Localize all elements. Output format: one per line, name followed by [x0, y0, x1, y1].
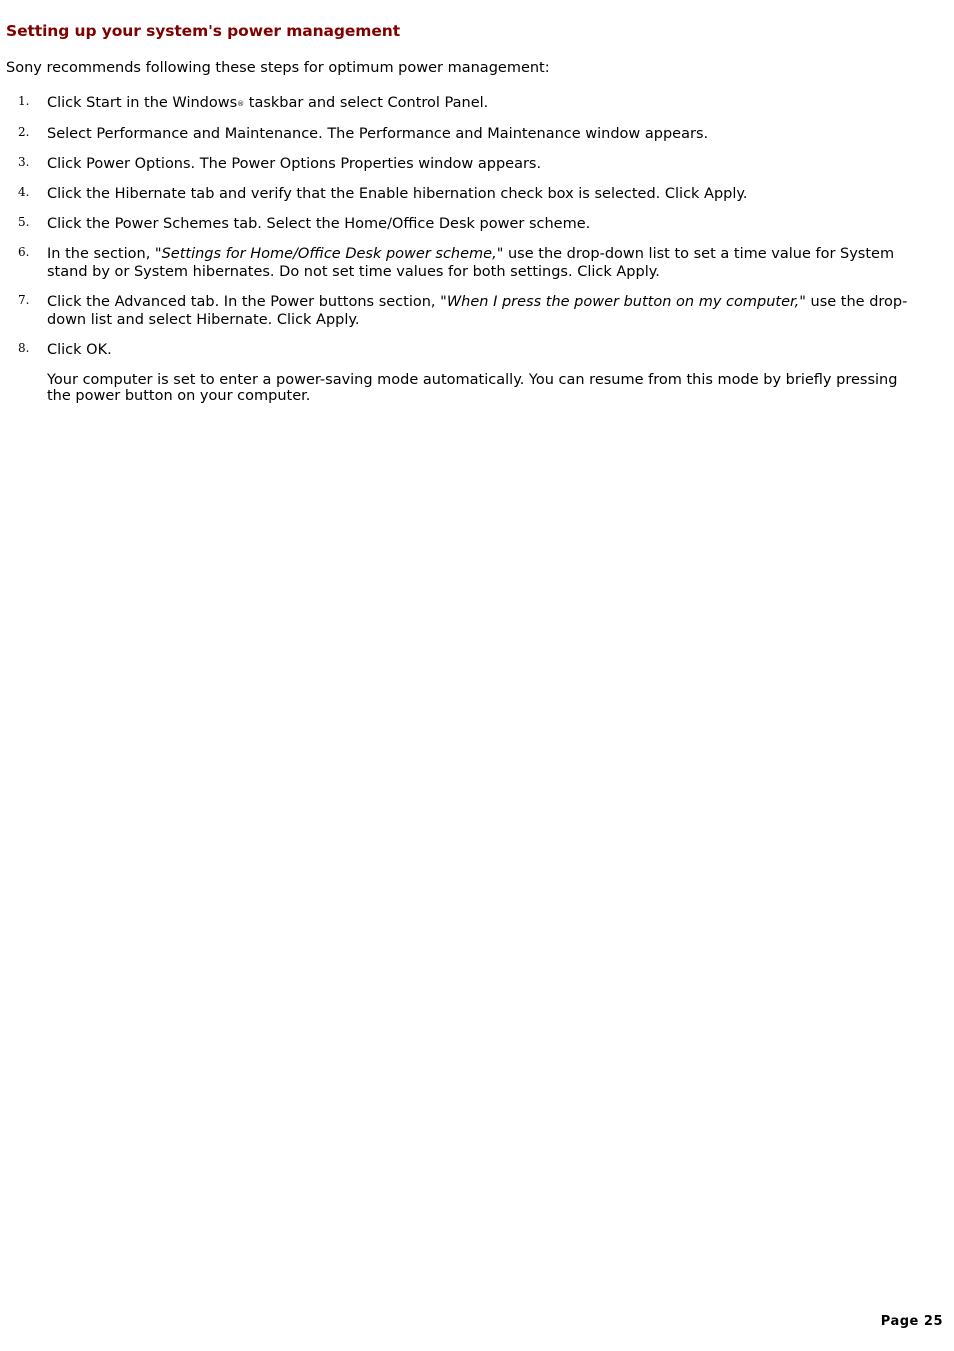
step-text: Click OK. — [47, 342, 112, 358]
registered-mark: ® — [237, 100, 245, 108]
result-note: Your computer is set to enter a power-saving mode automatically. You can resume from this mode by briefly pressing the power button on your computer. — [47, 372, 898, 404]
step-7 — [0, 293, 920, 329]
step-6 — [0, 245, 920, 281]
step-number: 6. — [18, 245, 30, 259]
step-text: Click Power Options. The Power Options Properties window appears. — [47, 156, 542, 172]
step-text: Click the Hibernate tab and verify that the Enable hibernation check box is selected. Click Apply. — [47, 186, 748, 202]
step-number: 1. — [18, 94, 30, 108]
step-emphasis: Settings for Home/Office Desk power scheme, — [161, 246, 497, 262]
step-2 — [0, 125, 920, 143]
step-emphasis: When I press the power button on my computer, — [446, 294, 800, 310]
step-number: 8. — [18, 341, 30, 355]
step-text: In the section, " — [47, 246, 162, 262]
step-number: 5. — [18, 215, 30, 229]
step-text: " use the drop-down list to set a time value for System stand by or System hibernates. Do not set time values for both settings. Click Apply. — [47, 246, 895, 280]
step-text: taskbar and select Control Panel. — [244, 95, 489, 111]
intro-text: Sony recommends following these steps for optimum power management: — [6, 60, 550, 76]
step-number: 4. — [18, 185, 30, 199]
step-1 — [0, 94, 920, 113]
step-number: 7. — [18, 293, 30, 307]
step-number: 2. — [18, 125, 30, 139]
step-4 — [0, 185, 920, 203]
step-text: Select Performance and Maintenance. The Performance and Maintenance window appears. — [47, 126, 709, 142]
step-text: Click Start in the Windows — [47, 95, 238, 111]
step-5 — [0, 215, 920, 233]
page-title: Setting up your system's power management — [6, 22, 401, 40]
step-3 — [0, 155, 920, 173]
page-number: Page 25 — [880, 1314, 943, 1329]
step-text: Click the Advanced tab. In the Power buttons section, " — [47, 294, 447, 310]
step-text: Click the Power Schemes tab. Select the Home/Office Desk power scheme. — [47, 216, 591, 232]
step-8 — [0, 341, 920, 359]
step-number: 3. — [18, 155, 30, 169]
steps-list — [0, 94, 920, 371]
step-text: " use the drop-down list and select Hibernate. Click Apply. — [47, 294, 908, 328]
